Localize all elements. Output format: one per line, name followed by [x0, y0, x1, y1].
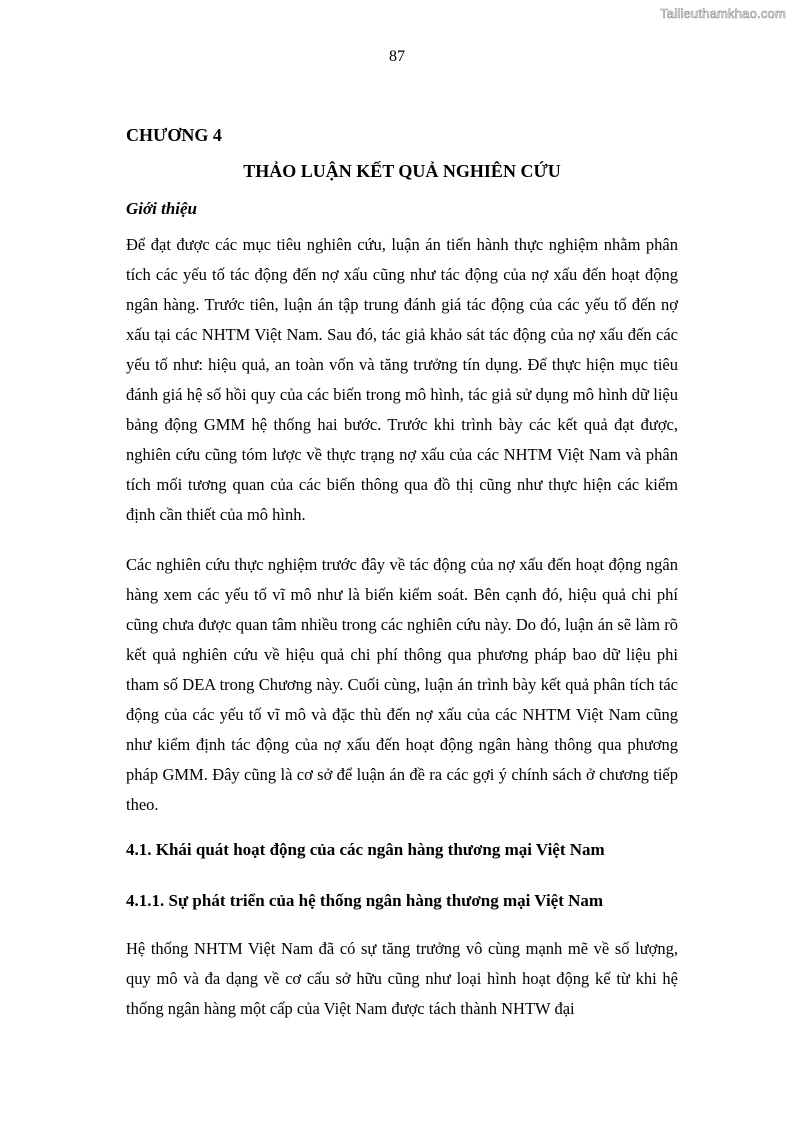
section-4-1-1-paragraph: Hệ thống NHTM Việt Nam đã có sự tăng trưởng vô cùng mạnh mẽ về số lượng, quy mô và đa dạng về cơ cấu sở hữu cũng như loại hình hoạt động kể từ khi hệ thống ngân hàng một cấp của Việt Nam được tách thành NHTW đại — [126, 939, 678, 1018]
document-body — [126, 122, 678, 1024]
page-number: 87 — [389, 48, 405, 65]
section-4-1-1-heading: 4.1.1. Sự phát triển của hệ thống ngân hàng thương mại Việt Nam — [126, 891, 604, 910]
intro-heading: Giới thiệu — [126, 199, 197, 218]
watermark: Tailieuthamkhao.com — [660, 6, 786, 21]
chapter-title: THẢO LUẬN KẾT QUẢ NGHIÊN CỨU — [243, 161, 561, 181]
section-4-1-heading: 4.1. Khái quát hoạt động của các ngân hàng thương mại Việt Nam — [126, 840, 605, 859]
chapter-label: CHƯƠNG 4 — [126, 125, 222, 145]
intro-paragraph-2: Các nghiên cứu thực nghiệm trước đây về tác động của nợ xấu đến hoạt động ngân hàng xem các yếu tố vĩ mô như là biến kiểm soát. Bên cạnh đó, hiệu quả chi phí cũng chưa được quan tâm nhiều trong các nghiên cứu này. Do đó, luận án sẽ làm rõ kết quả nghiên cứu về hiệu quả chi phí thông qua phương pháp bao dữ liệu phi tham số DEA trong Chương này. Cuối cùng, luận án trình bày kết quả phân tích tác động của các yếu tố vĩ mô và đặc thù đến nợ xấu của các NHTM Việt Nam cũng như kiểm định tác động của nợ xấu đến hoạt động ngân hàng thông qua phương pháp GMM. Đây cũng là cơ sở để luận án đề ra các gợi ý chính sách ở chương tiếp theo. — [126, 555, 678, 814]
intro-paragraph-1: Để đạt được các mục tiêu nghiên cứu, luận án tiến hành thực nghiệm nhằm phân tích các yếu tố tác động đến nợ xấu cũng như tác động của nợ xấu đến hoạt động ngân hàng. Trước tiên, luận án tập trung đánh giá tác động của các yếu tố đến nợ xấu tại các NHTM Việt Nam. Sau đó, tác giả khảo sát tác động của nợ xấu đến các yếu tố như: hiệu quả, an toàn vốn và tăng trưởng tín dụng. Để thực hiện mục tiêu đánh giá hệ số hồi quy của các biến trong mô hình, tác giả sử dụng mô hình dữ liệu bảng động GMM hệ thống hai bước. Trước khi trình bày các kết quả đạt được, nghiên cứu cũng tóm lược về thực trạng nợ xấu của các NHTM Việt Nam và phân tích mối tương quan của các biến thông qua đồ thị cũng như thực hiện các kiểm định cần thiết của mô hình. — [126, 235, 678, 524]
